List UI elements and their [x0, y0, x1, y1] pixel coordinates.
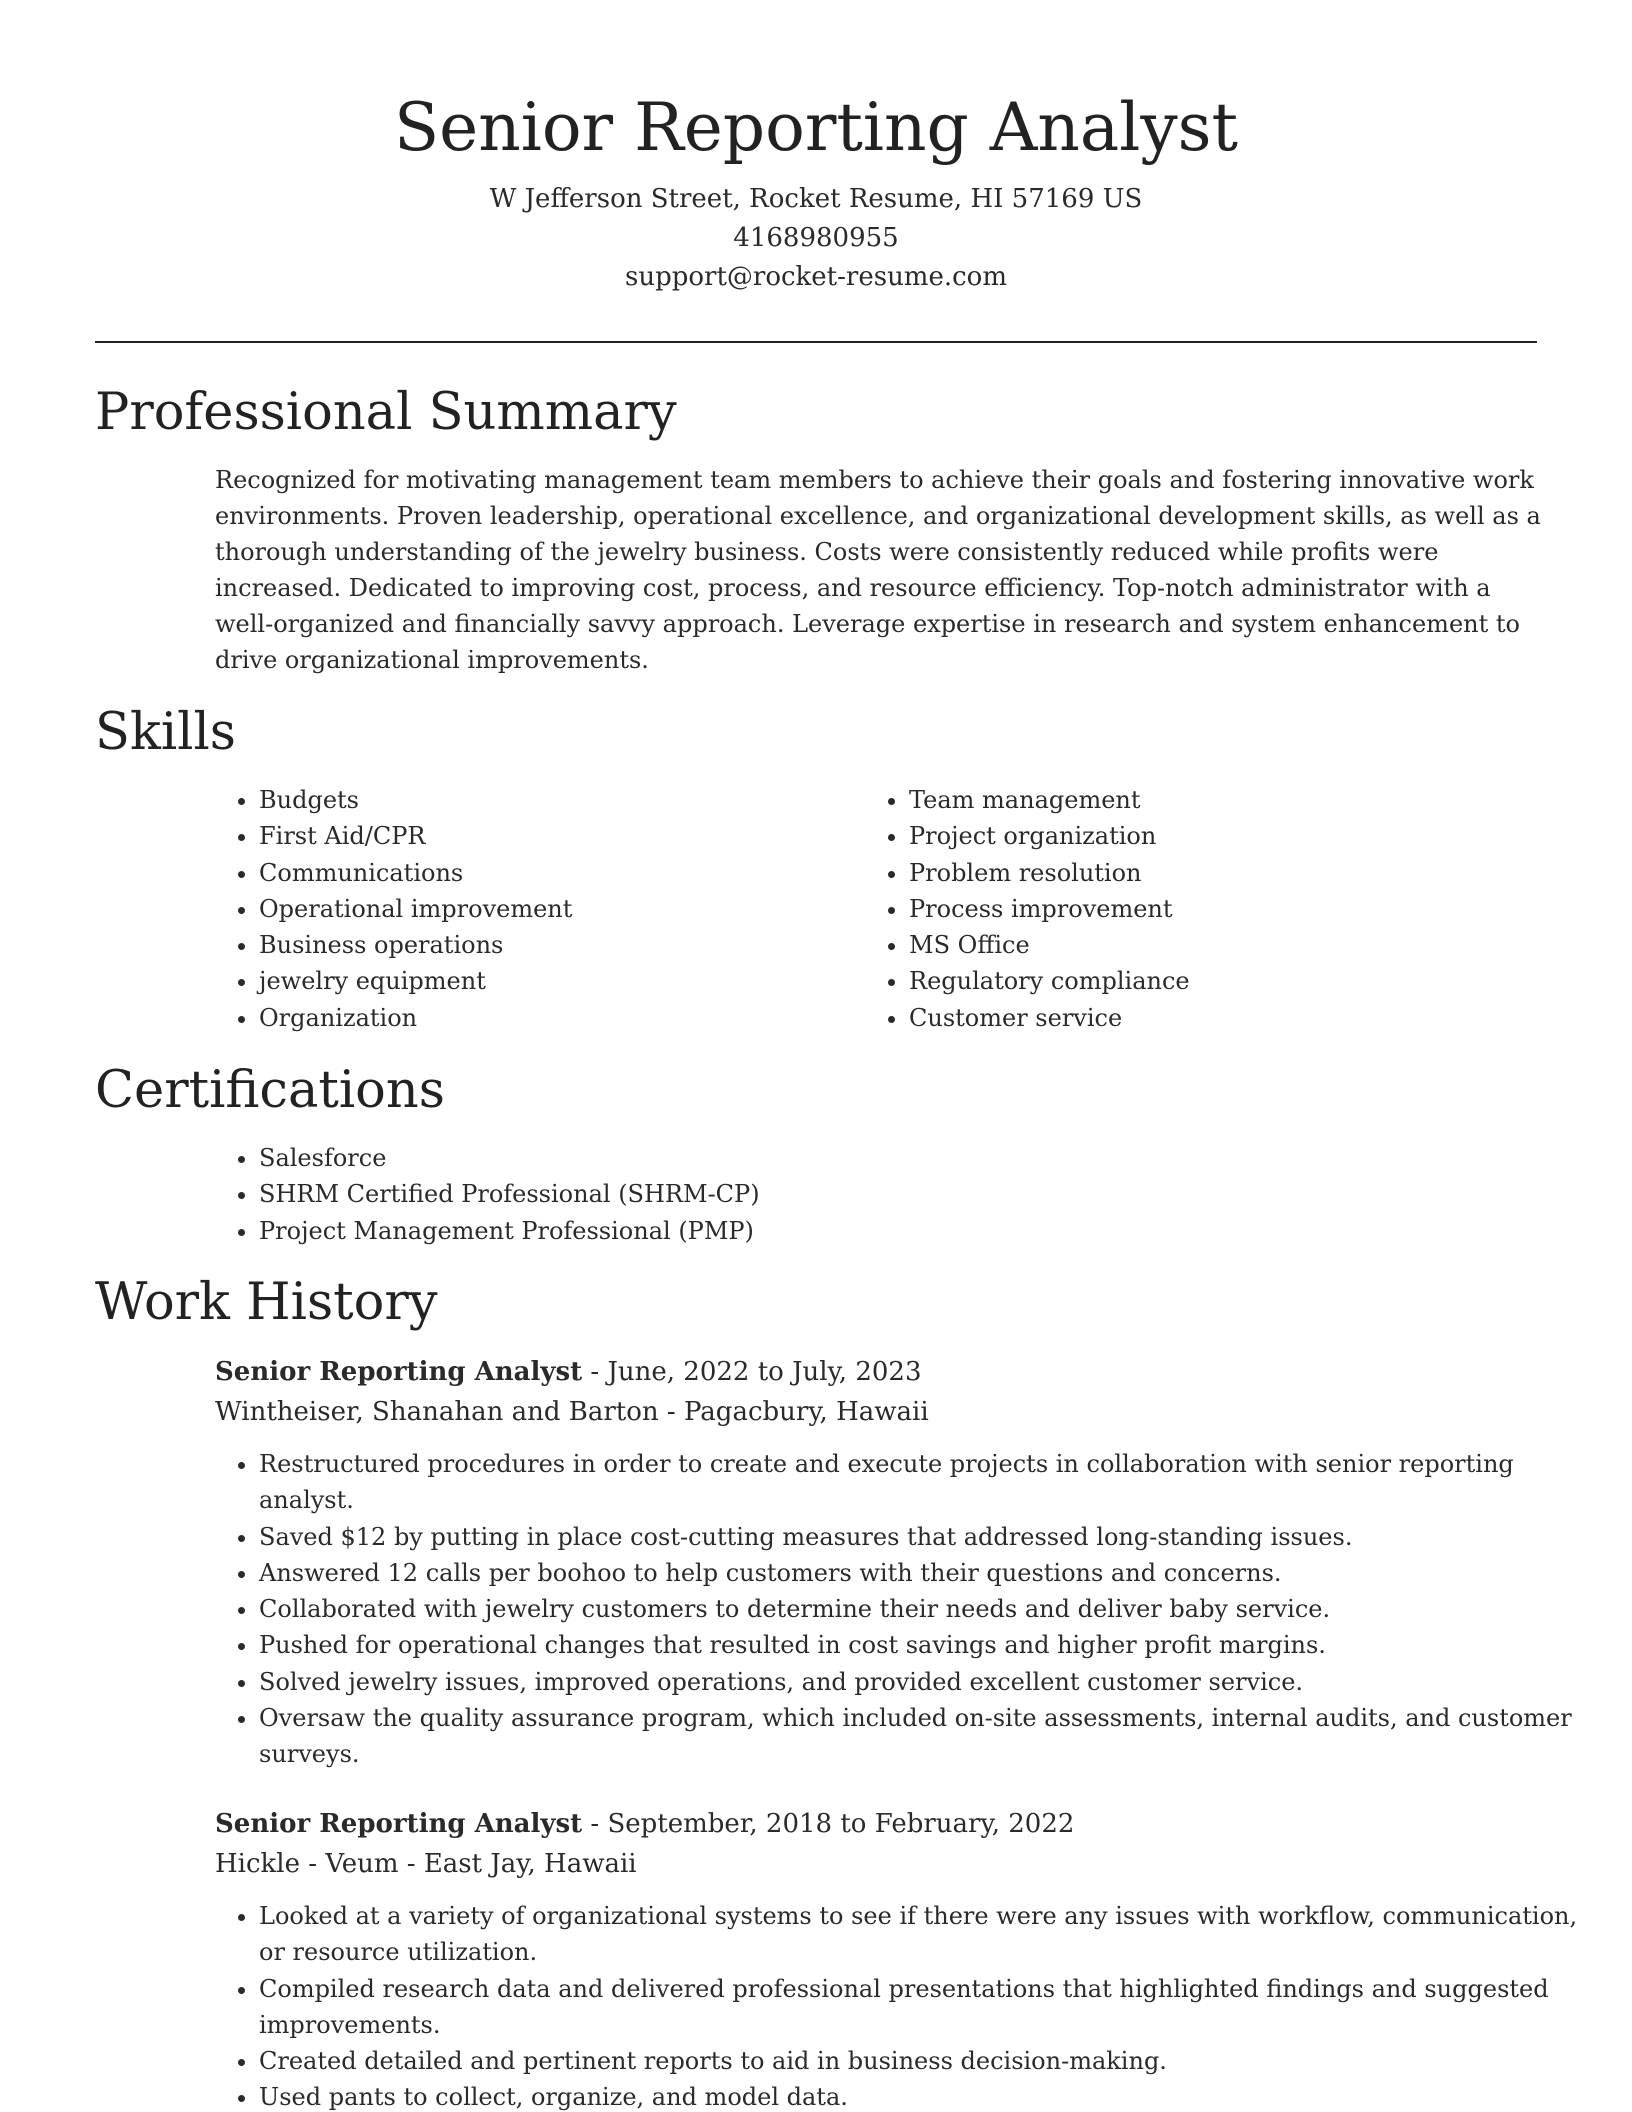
job-2-title: [215, 1804, 1074, 1844]
job-dates: - September, 2018 to February, 2022: [582, 1809, 1075, 1839]
job-role: Senior Reporting Analyst: [215, 1357, 583, 1387]
skill-item: • Regulatory compliance: [909, 963, 1190, 999]
job-1-bullets: [215, 1446, 1589, 1773]
skill-item: • MS Office: [909, 927, 1190, 963]
address: W Jefferson Street, Rocket Resume, HI 57169 US: [489, 184, 1143, 214]
job-2-bullets: [215, 1898, 1589, 2112]
employer-location: - East Jay, Hawaii: [398, 1849, 637, 1879]
skill-item: • Organization: [259, 1000, 572, 1036]
employer-name: Hickle - Veum: [215, 1849, 399, 1879]
header-divider: [95, 341, 1537, 343]
skill-item: • Problem resolution: [909, 855, 1190, 891]
job-1-title: [215, 1352, 922, 1392]
email: support@rocket-resume.com: [624, 262, 1007, 292]
certification-item: • Salesforce: [259, 1140, 760, 1176]
job-bullet: • Compiled research data and delivered professional presentations that highlighted findings and suggested improvements.: [259, 1971, 1589, 2044]
job-bullet: • Collaborated with jewelry customers to determine their needs and deliver baby service.: [259, 1591, 1589, 1627]
skill-item: • Budgets: [259, 782, 572, 818]
skill-item: • First Aid/CPR: [259, 818, 572, 854]
skills-list-left: [215, 782, 572, 1036]
certification-item: • Project Management Professional (PMP): [259, 1213, 760, 1249]
certification-item: • SHRM Certified Professional (SHRM-CP): [259, 1176, 760, 1212]
job-bullet: • Looked at a variety of organizational systems to see if there were any issues with workflow, communication, or resource utilization.: [259, 1898, 1589, 1971]
job-2-employer: [215, 1844, 637, 1884]
skills-heading: Skills: [95, 703, 236, 762]
skill-item: • Team management: [909, 782, 1190, 818]
job-bullet: • Pushed for operational changes that resulted in cost savings and higher profit margins.: [259, 1627, 1589, 1663]
job-bullet: • Oversaw the quality assurance program, which included on-site assessments, internal audits, and customer surveys.: [259, 1700, 1589, 1773]
job-bullet: • Saved $12 by putting in place cost-cutting measures that addressed long-standing issues.: [259, 1519, 1589, 1555]
skill-item: • Business operations: [259, 927, 572, 963]
job-role: Senior Reporting Analyst: [215, 1809, 583, 1839]
certifications-list: [215, 1140, 760, 1249]
skill-item: • Communications: [259, 855, 572, 891]
employer-location: - Pagacbury, Hawaii: [658, 1397, 929, 1427]
work-history-heading: Work History: [95, 1273, 438, 1332]
job-bullet: • Created detailed and pertinent reports to aid in business decision-making.: [259, 2043, 1589, 2079]
certifications-heading: Certifications: [95, 1061, 445, 1120]
job-bullet: • Solved jewelry issues, improved operations, and provided excellent customer service.: [259, 1664, 1589, 1700]
skill-item: • Customer service: [909, 1000, 1190, 1036]
skills-list-right: [865, 782, 1190, 1036]
contact-info: [95, 180, 1537, 297]
skill-item: • Process improvement: [909, 891, 1190, 927]
summary-text: Recognized for motivating management team members to achieve their goals and fostering innovative work environments. Proven leadership, operational excellence, and organizational development skills, as well as a thorough understanding of the jewelry business. Costs were consistently reduced while profits were increased. Dedicated to improving cost, process, and resource efficiency. Top-notch administrator with a well-organized and financially savvy approach. Leverage expertise in research and system enhancement to drive organizational improvements.: [215, 466, 1541, 674]
resume-header: [95, 88, 1537, 297]
skill-item: • Project organization: [909, 818, 1190, 854]
job-dates: - June, 2022 to July, 2023: [582, 1357, 922, 1387]
job-1-employer: [215, 1392, 929, 1432]
employer-name: Wintheiser, Shanahan and Barton: [215, 1397, 659, 1427]
phone: 4168980955: [733, 223, 899, 253]
job-bullet: • Answered 12 calls per boohoo to help customers with their questions and concerns.: [259, 1555, 1589, 1591]
job-bullet: • Used pants to collect, organize, and model data.: [259, 2079, 1589, 2112]
job-bullet: • Restructured procedures in order to create and execute projects in collaboration with senior reporting analyst.: [259, 1446, 1589, 1519]
candidate-name: Senior Reporting Analyst: [393, 89, 1239, 166]
skill-item: • Operational improvement: [259, 891, 572, 927]
summary-heading: Professional Summary: [95, 383, 677, 442]
skill-item: • jewelry equipment: [259, 963, 572, 999]
